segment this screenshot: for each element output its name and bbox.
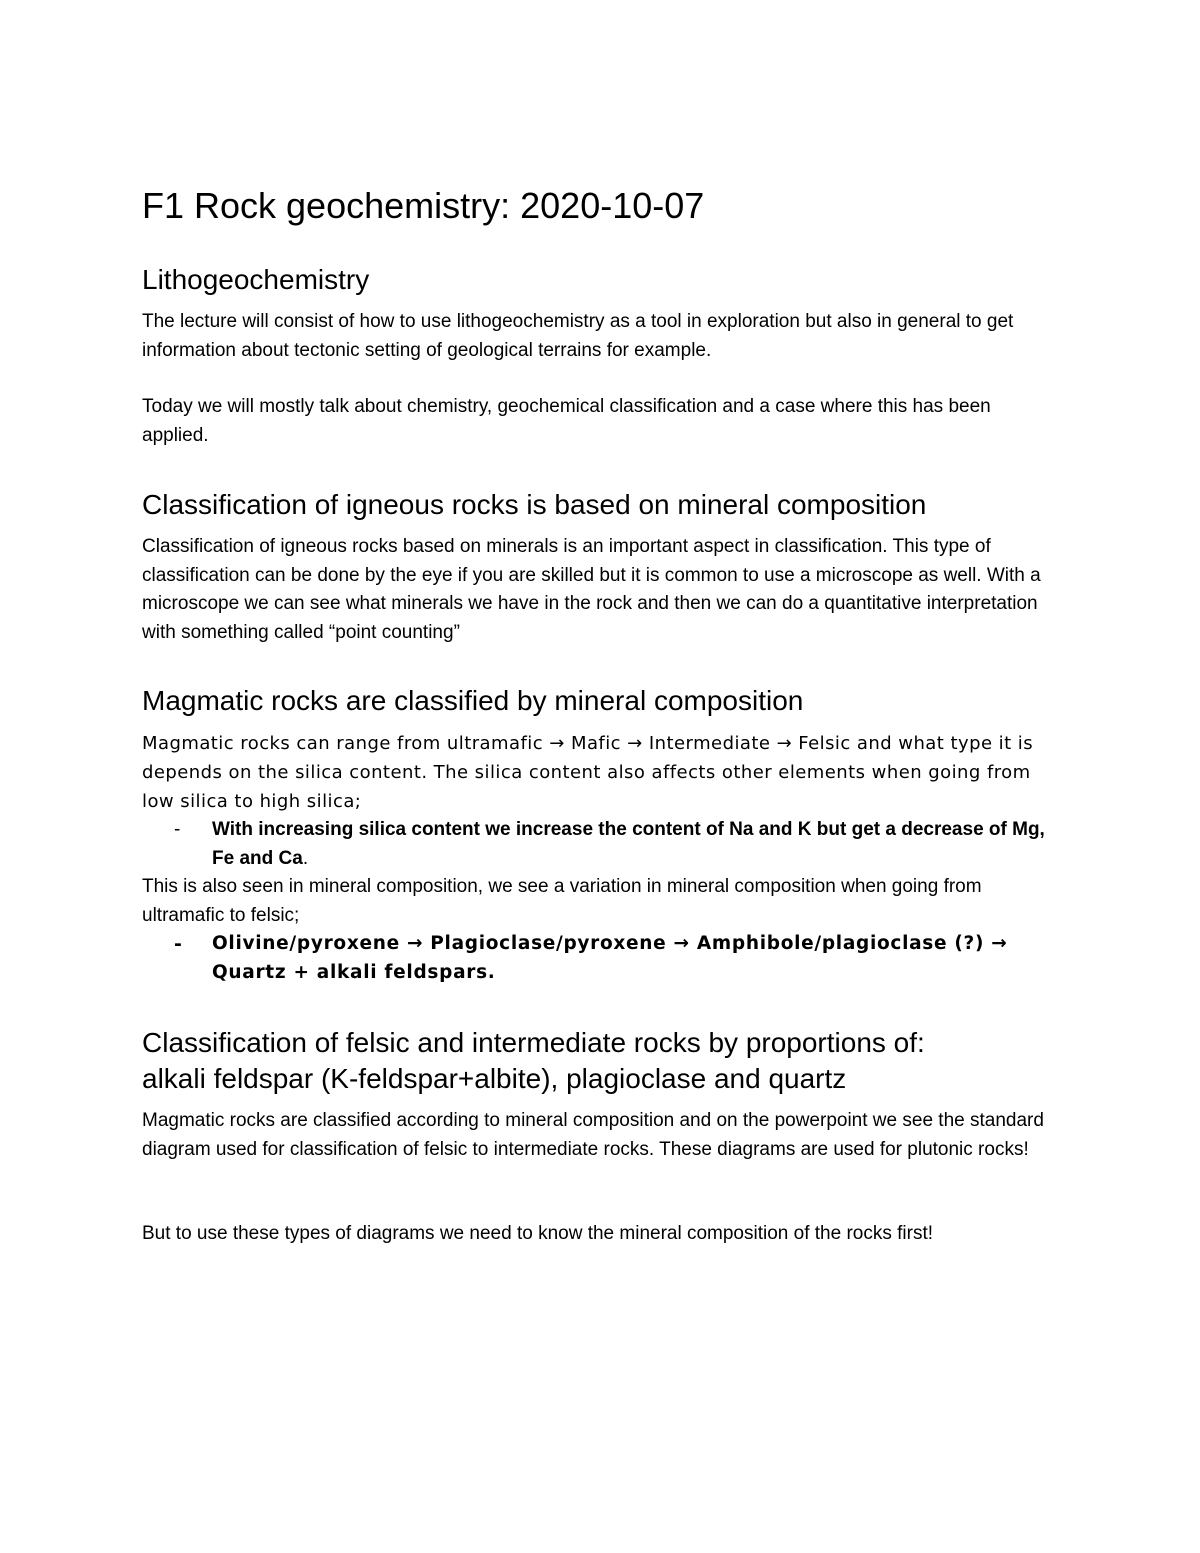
bullet-text bbox=[212, 816, 1062, 873]
paragraph-lecture-intro: The lecture will consist of how to use lithogeochemistry as a tool in exploration but also in general to get information about tectonic setting of geological terrains for example. bbox=[142, 311, 1014, 361]
paragraph-magmatic-range: Magmatic rocks can range from ultramafic → Mafic → Intermediate → Felsic and what type it is depends on the silica content. The silica content also affects other elements when going from low silica to high silica; bbox=[142, 733, 1034, 812]
bullet-dash: - bbox=[174, 933, 183, 955]
bullet-text: Olivine/pyroxene → Plagioclase/pyroxene → Amphibole/plagioclase (?) → Quartz + alkali feldspars. bbox=[212, 933, 1008, 983]
heading-lithogeochemistry: Lithogeochemistry bbox=[142, 264, 370, 295]
bullet-tail: . bbox=[302, 847, 309, 869]
document-title: F1 Rock geochemistry: 2020-10-07 bbox=[142, 185, 705, 226]
paragraph-today: Today we will mostly talk about chemistry, geochemical classification and a case where this has been applied. bbox=[142, 396, 991, 446]
heading-magmatic-rocks: Magmatic rocks are classified by mineral composition bbox=[142, 685, 804, 716]
heading-felsic-classification-line1: Classification of felsic and intermediate rocks by proportions of: bbox=[142, 1027, 925, 1058]
bullet-mineral-sequence bbox=[142, 930, 1062, 988]
bullet-bold-text: With increasing silica content we increase the content of Na and K but get a decrease of Mg, Fe and Ca bbox=[212, 819, 1045, 869]
bullet-silica-content bbox=[142, 816, 1062, 874]
paragraph-mineral-composition-first: But to use these types of diagrams we need to know the mineral composition of the rocks first! bbox=[142, 1223, 934, 1244]
paragraph-mineral-variation: This is also seen in mineral composition, we see a variation in mineral composition when going from ultramafic to felsic; bbox=[142, 876, 982, 926]
paragraph-magmatic-classified: Magmatic rocks are classified according to mineral composition and on the powerpoint we see the standard diagram used for classification of felsic to intermediate rocks. These diagrams are used for plutonic rocks! bbox=[142, 1110, 1044, 1160]
bullet-dash: - bbox=[174, 819, 181, 840]
paragraph-classification-igneous: Classification of igneous rocks based on minerals is an important aspect in classification. This type of classification can be done by the eye if you are skilled but it is common to use a microscope as well. With a microscope we can see what minerals we have in the rock and then we can do a quantitative interpretation with something called “point counting” bbox=[142, 536, 1041, 643]
heading-felsic-classification-line2: alkali feldspar (K-feldspar+albite), plagioclase and quartz bbox=[142, 1063, 847, 1094]
heading-classification-igneous: Classification of igneous rocks is based on mineral composition bbox=[142, 489, 927, 520]
